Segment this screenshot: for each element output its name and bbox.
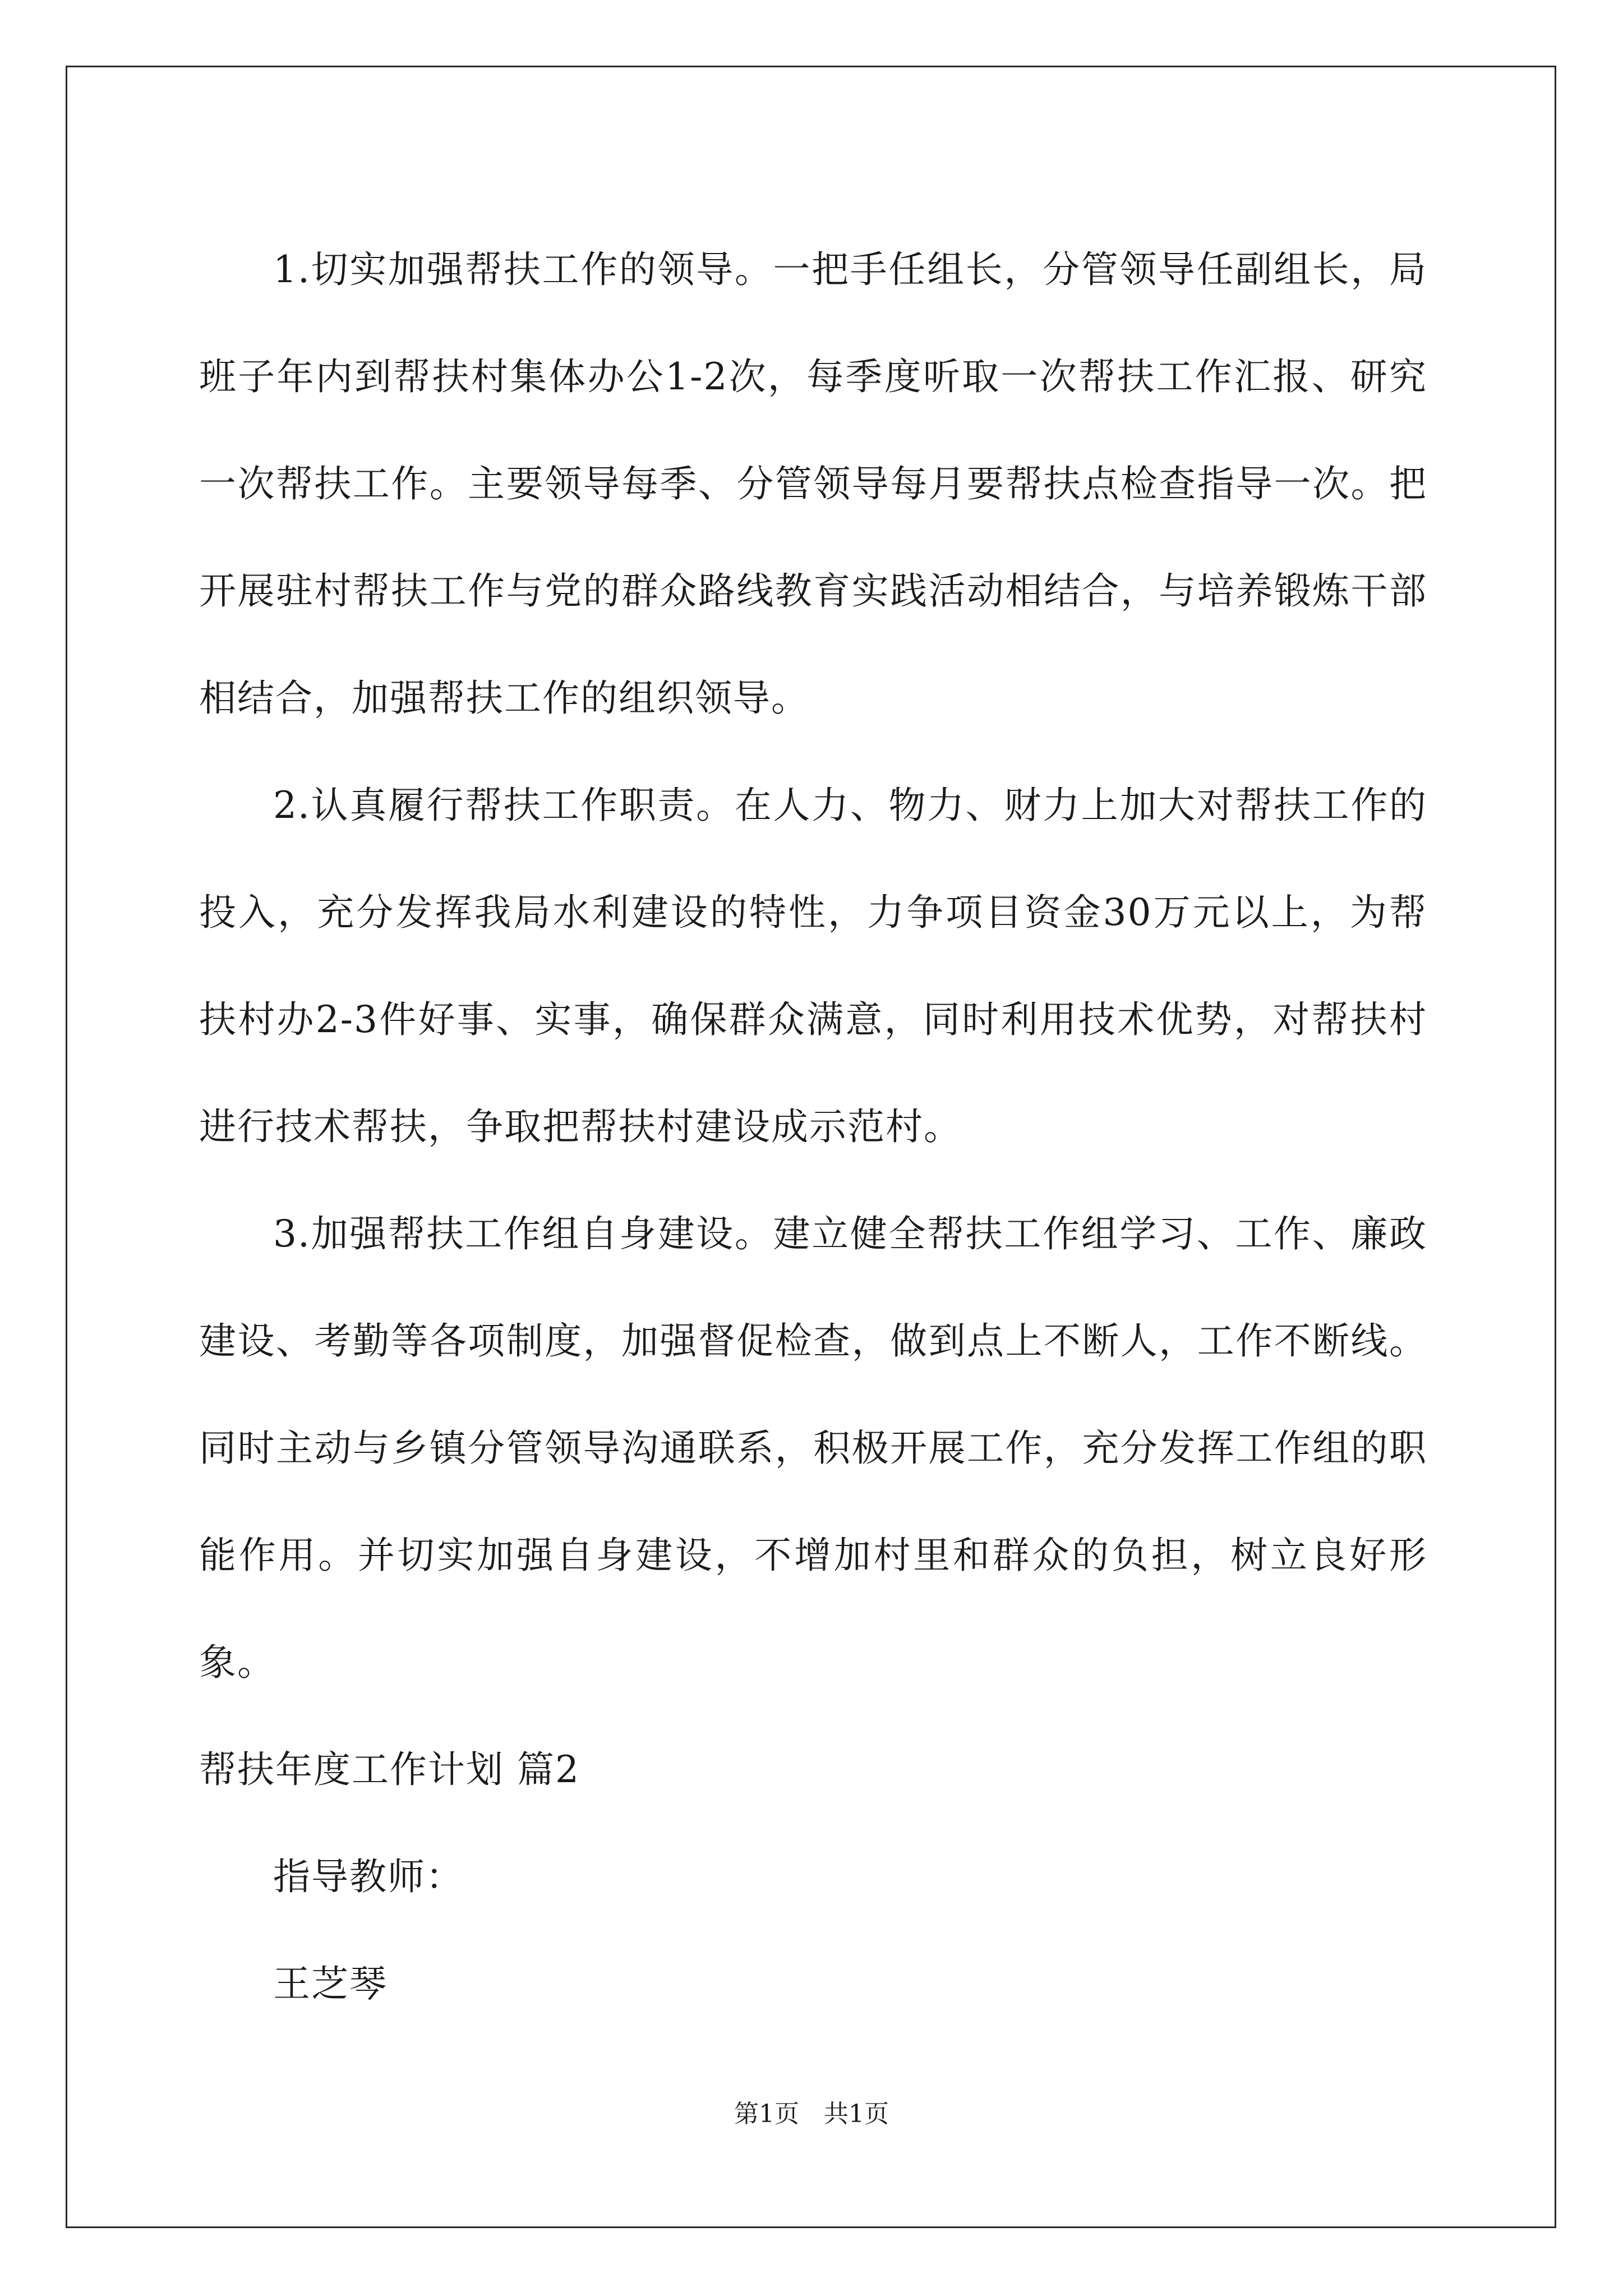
section-heading: 帮扶年度工作计划 篇2 xyxy=(199,1748,580,1791)
page-number-total: 共1页 xyxy=(824,2100,889,2128)
page-number-current: 第1页 xyxy=(734,2100,799,2128)
document-body xyxy=(199,216,1427,2037)
paragraph-1: 1.切实加强帮扶工作的领导。一把手任组长，分管领导任副组长，局班子年内到帮扶村集体办公1-2次，每季度听取一次帮扶工作汇报、研究一次帮扶工作。主要领导每季、分管领导每月要帮扶点检查指导一次。把开展驻村帮扶工作与党的群众路线教育实践活动相结合，与培养锻炼干部相结合，加强帮扶工作的组织领导。 xyxy=(199,248,1427,720)
paragraph-3: 3.加强帮扶工作组自身建设。建立健全帮扶工作组学习、工作、廉政建设、考勤等各项制度，加强督促检查，做到点上不断人，工作不断线。同时主动与乡镇分管领导沟通联系，积极开展工作，充分发挥工作组的职能作用。并切实加强自身建设，不增加村里和群众的负担，树立良好形象。 xyxy=(199,1212,1427,1684)
paragraph-2: 2.认真履行帮扶工作职责。在人力、物力、财力上加大对帮扶工作的投入，充分发挥我局水利建设的特性，力争项目资金30万元以上，为帮扶村办2-3件好事、实事，确保群众满意，同时利用技术优势，对帮扶村进行技术帮扶，争取把帮扶村建设成示范村。 xyxy=(199,784,1427,1148)
advisor-name: 王芝琴 xyxy=(273,1962,388,2005)
page-footer xyxy=(0,2093,1623,2129)
advisor-label: 指导教师： xyxy=(273,1855,464,1898)
